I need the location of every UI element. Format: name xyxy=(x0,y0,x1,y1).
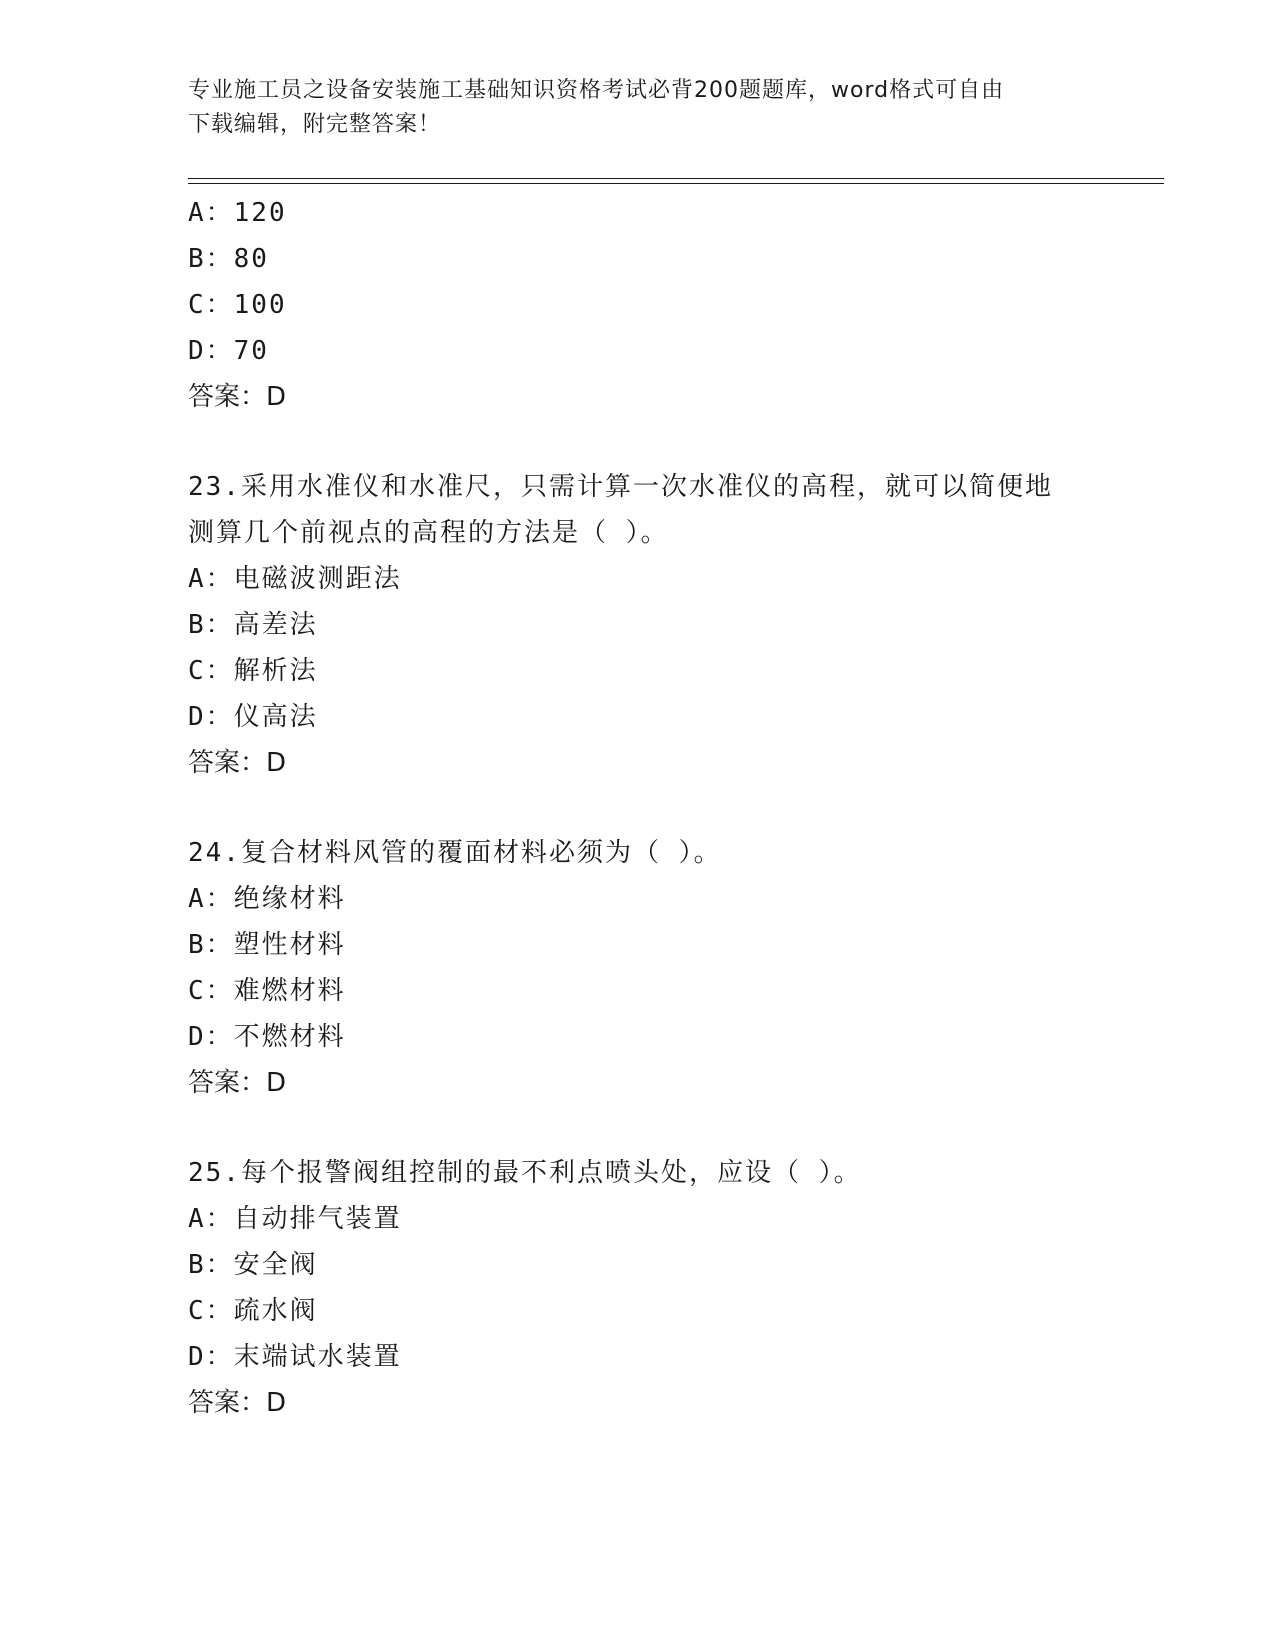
option-b: B：安全阀 xyxy=(188,1250,318,1280)
option-c: C：难燃材料 xyxy=(188,976,346,1006)
question-23 xyxy=(188,464,1088,786)
question-list xyxy=(188,190,1088,1426)
option-a: A：绝缘材料 xyxy=(188,884,346,914)
option-a: A：120 xyxy=(188,198,287,228)
option-b: B：高差法 xyxy=(188,610,318,640)
header-divider-top xyxy=(188,178,1164,179)
question-22 xyxy=(188,190,1088,420)
header-divider-bottom xyxy=(188,183,1164,184)
option-c: C：解析法 xyxy=(188,656,318,686)
option-a: A：自动排气装置 xyxy=(188,1204,402,1234)
option-d: D：末端试水装置 xyxy=(188,1342,402,1372)
question-text-line-1: 23.采用水准仪和水准尺，只需计算一次水准仪的高程，就可以简便地 xyxy=(188,472,1053,502)
answer: 答案：D xyxy=(188,1388,287,1418)
question-text: 24.复合材料风管的覆面材料必须为（ ）。 xyxy=(188,838,722,868)
answer: 答案：D xyxy=(188,1068,287,1098)
option-a: A：电磁波测距法 xyxy=(188,564,402,594)
header-line-2: 下载编辑，附完整答案！ xyxy=(188,112,442,137)
option-d: D：70 xyxy=(188,336,269,366)
option-b: B：塑性材料 xyxy=(188,930,346,960)
document-header xyxy=(188,74,1088,142)
question-25 xyxy=(188,1150,1088,1426)
question-text-line-2: 测算几个前视点的高程的方法是（ ）。 xyxy=(188,518,669,548)
answer: 答案：D xyxy=(188,382,287,412)
option-c: C：疏水阀 xyxy=(188,1296,318,1326)
question-24 xyxy=(188,830,1088,1106)
option-c: C：100 xyxy=(188,290,287,320)
option-d: D：不燃材料 xyxy=(188,1022,346,1052)
answer: 答案：D xyxy=(188,748,287,778)
option-d: D：仪高法 xyxy=(188,702,318,732)
option-b: B：80 xyxy=(188,244,269,274)
header-line-1: 专业施工员之设备安装施工基础知识资格考试必背200题题库，word格式可自由 xyxy=(188,78,1005,103)
question-text: 25.每个报警阀组控制的最不利点喷头处，应设（ ）。 xyxy=(188,1158,862,1188)
